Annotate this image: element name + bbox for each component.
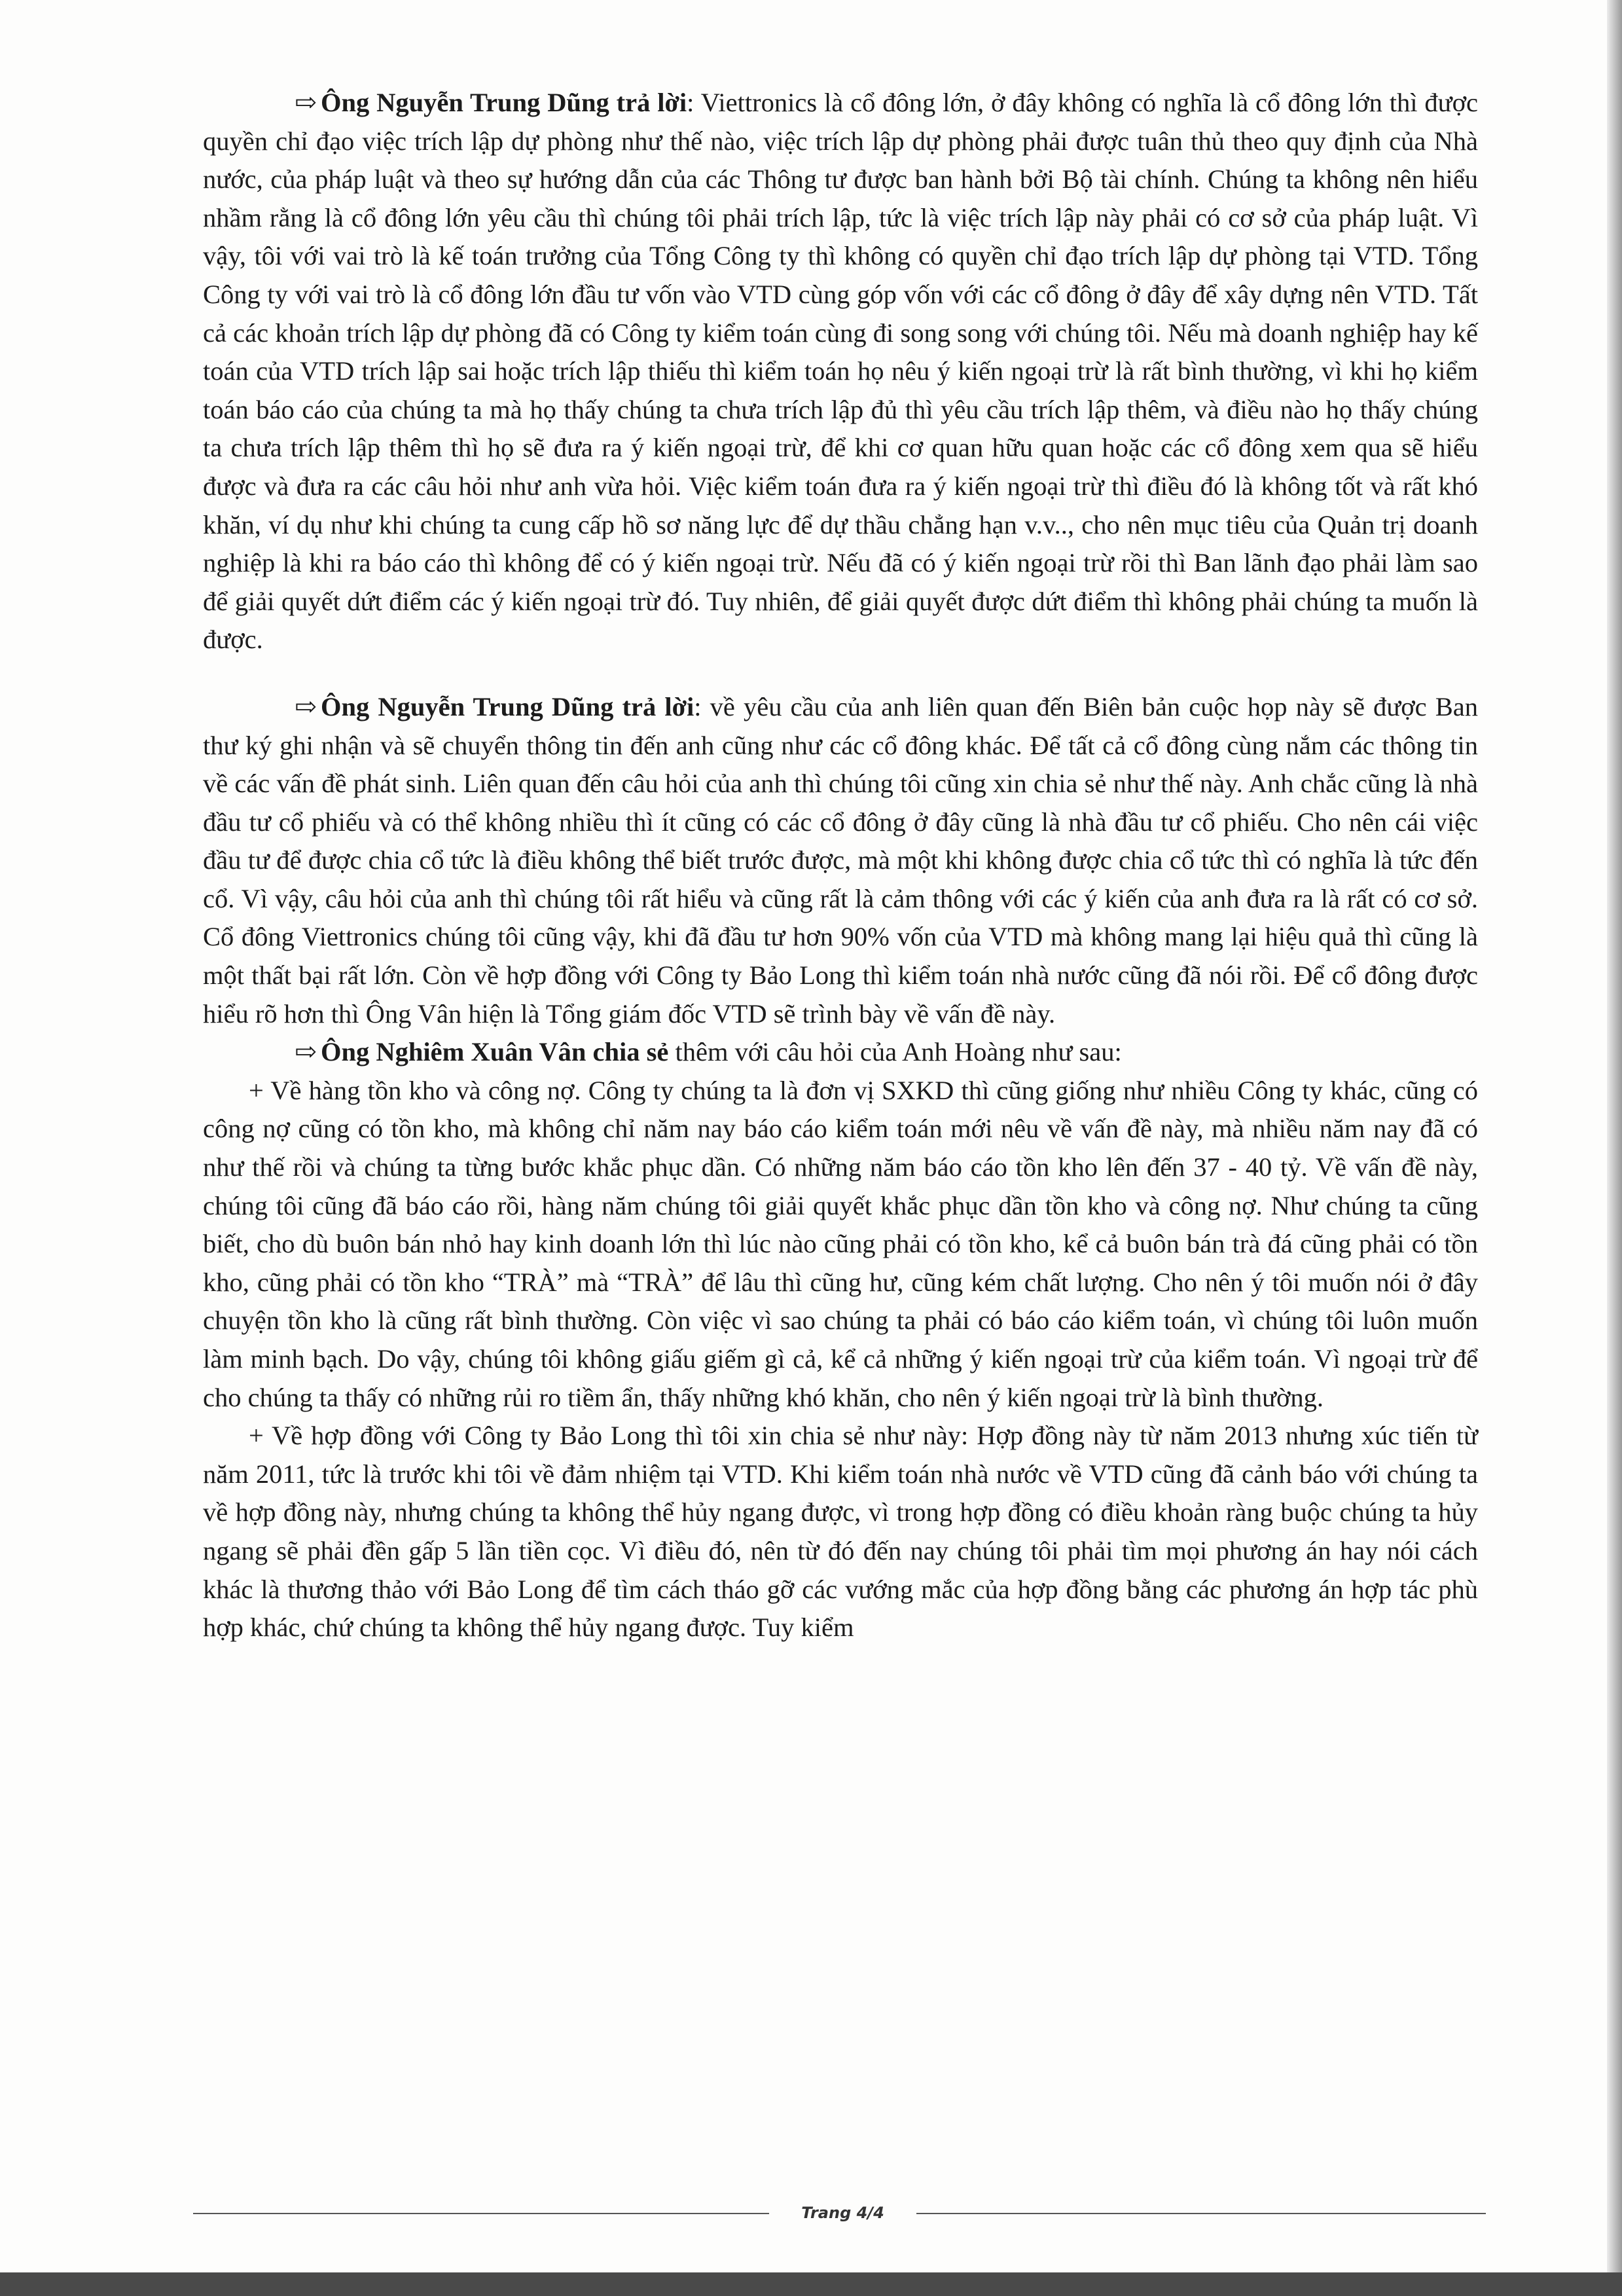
- speaker-name: Ông Nguyễn Trung Dũng trả lời: [320, 88, 687, 117]
- arrow-icon: ⇨: [295, 88, 317, 117]
- paragraph-text: : Viettronics là cổ đông lớn, ở đây không có nghĩa là cổ đông lớn thì được quyền chỉ đạo việc trích lập dự phòng như thế nào, việc trích lập dự phòng phải được tuân thủ theo quy định của Nhà nước, của pháp luật và theo sự hướng dẫn của các Thông tư được ban hành bởi Bộ tài chính. Chúng ta không nên hiểu nhầm rằng là cổ đông lớn yêu cầu thì chúng tôi phải trích lập, tức là việc trích lập này phải có cơ sở của pháp luật. Vì vậy, tôi với vai trò là kế toán trưởng của Tổng Công ty thì không có quyền chỉ đạo trích lập dự phòng tại VTD. Tổng Công ty với vai trò là cổ đông lớn đầu tư vốn vào VTD cùng góp vốn với các cổ đông ở đây để xây dựng nên VTD. Tất cả các khoản trích lập dự phòng đã có Công ty kiểm toán cùng đi song song với chúng tôi. Nếu mà doanh nghiệp hay kế toán của VTD trích lập sai hoặc trích lập thiếu thì kiểm toán họ nêu ý kiến ngoại trừ là rất bình thường, vì khi họ kiểm toán báo cáo của chúng ta mà họ thấy chúng ta chưa trích lập đủ thì yêu cầu trích lập thêm, và điều nào họ thấy chúng ta chưa trích lập thêm thì họ sẽ đưa ra ý kiến ngoại trừ, để khi cơ quan hữu quan hoặc các cổ đông xem qua sẽ hiểu được và đưa ra các câu hỏi như anh vừa hỏi. Việc kiểm toán đưa ra ý kiến ngoại trừ thì điều đó là không tốt và rất khó khăn, ví dụ như khi chúng ta cung cấp hồ sơ năng lực để dự thầu chẳng hạn v.v.., cho nên mục tiêu của Quản trị doanh nghiệp là khi ra báo cáo thì không để có ý kiến ngoại trừ. Nếu đã có ý kiến ngoại trừ rồi thì Ban lãnh đạo phải làm sao để giải quyết dứt điểm các ý kiến ngoại trừ đó. Tuy nhiên, để giải quyết được dứt điểm thì không phải chúng ta muốn là được.: [203, 88, 1478, 655]
- speaker-name: Ông Nguyễn Trung Dũng trả lời: [320, 691, 694, 721]
- scan-edge-shadow: [1607, 0, 1622, 2272]
- paragraph-inventory: [203, 1072, 1478, 1417]
- page-number: Trang 4/4: [801, 2204, 884, 2222]
- paragraph-text: + Về hợp đồng với Công ty Bảo Long thì tôi xin chia sẻ như này: Hợp đồng này từ năm 2013 nhưng xúc tiến từ năm 2011, tức là trước khi tôi về đảm nhiệm tại VTD. Khi kiểm toán nhà nước về VTD cũng đã cảnh báo với chúng ta về hợp đồng này, nhưng chúng ta không thể hủy ngang được, vì trong hợp đồng có điều khoản ràng buộc chúng ta hủy ngang sẽ phải đền gấp 5 lần tiền cọc. Vì điều đó, nên từ đó đến nay chúng tôi phải tìm mọi phương án hay nói cách khác là thương thảo với Bảo Long để tìm cách tháo gỡ các vướng mắc của hợp đồng bằng các phương án hợp tác phù hợp khác, chứ chúng ta không thể hủy ngang được. Tuy kiểm: [203, 1421, 1478, 1643]
- paragraph-answer-2: [203, 688, 1478, 1033]
- paragraph-answer-3: [203, 1033, 1478, 1072]
- paragraph-text: thêm với câu hỏi của Anh Hoàng như sau:: [668, 1037, 1122, 1067]
- paragraph-contract: [203, 1417, 1478, 1647]
- scan-bottom-band: [0, 2272, 1622, 2296]
- arrow-icon: ⇨: [295, 691, 317, 721]
- footer-rule-left: [193, 2213, 769, 2214]
- paragraph-text: + Về hàng tồn kho và công nợ. Công ty chúng ta là đơn vị SXKD thì cũng giống như nhiều Công ty khác, cũng có công nợ cũng có tồn kho, mà không chỉ năm nay báo cáo kiểm toán mới nêu về vấn đề này, mà nhiều năm nay đã có như thế rồi và chúng ta từng bước khắc phục dần. Có những năm báo cáo tồn kho lên đến 37 - 40 tỷ. Về vấn đề này, chúng tôi cũng đã báo cáo rồi, hàng năm chúng tôi giải quyết khắc phục dần tồn kho và công nợ. Như chúng ta cũng biết, cho dù buôn bán nhỏ hay kinh doanh lớn thì lúc nào cũng phải có tồn kho, kể cả buôn bán trà đá cũng phải có tồn kho, cũng phải có tồn kho “TRÀ” mà “TRÀ” để lâu thì cũng hư, cũng kém chất lượng. Cho nên ý tôi muốn nói ở đây chuyện tồn kho là cũng rất bình thường. Còn việc vì sao chúng ta phải có báo cáo kiểm toán, vì chúng tôi luôn muốn làm minh bạch. Do vậy, chúng tôi không giấu giếm gì cả, kể cả những ý kiến ngoại trừ của kiểm toán. Vì ngoại trừ để cho chúng ta thấy có những rủi ro tiềm ẩn, thấy những khó khăn, cho nên ý kiến ngoại trừ là bình thường.: [203, 1075, 1478, 1412]
- page-footer: [193, 2200, 1486, 2226]
- arrow-icon: ⇨: [295, 1037, 317, 1067]
- document-body: [203, 84, 1478, 1647]
- footer-rule-right: [916, 2213, 1486, 2214]
- paragraph-answer-1: [203, 84, 1478, 659]
- speaker-name: Ông Nghiêm Xuân Vân chia sẻ: [320, 1037, 669, 1067]
- paragraph-text: : về yêu cầu của anh liên quan đến Biên bản cuộc họp này sẽ được Ban thư ký ghi nhận và sẽ chuyển thông tin đến anh cũng như các cổ đông khác. Để tất cả cổ đông cùng nắm các thông tin về các vấn đề phát sinh. Liên quan đến câu hỏi của anh thì chúng tôi cũng xin chia sẻ như thế này. Anh chắc cũng là nhà đầu tư cổ phiếu và có thể không nhiều thì ít cũng có các cổ đông ở đây cũng là nhà đầu tư cổ phiếu. Cho nên cái việc đầu tư để được chia cổ tức là điều không thể biết trước được, mà một khi không được chia cổ tức thì có nghĩa là tức đến cổ. Vì vậy, câu hỏi của anh thì chúng tôi rất hiểu và cũng rất là cảm thông với các ý kiến của anh đưa ra là rất có cơ sở. Cổ đông Viettronics chúng tôi cũng vậy, khi đã đầu tư hơn 90% vốn của VTD mà không mang lại hiệu quả thì cũng là một thất bại rất lớn. Còn về hợp đồng với Công ty Bảo Long thì kiểm toán nhà nước cũng đã nói rồi. Để cổ đông được hiểu rõ hơn thì Ông Vân hiện là Tổng giám đốc VTD sẽ trình bày về vấn đề này.: [203, 691, 1478, 1029]
